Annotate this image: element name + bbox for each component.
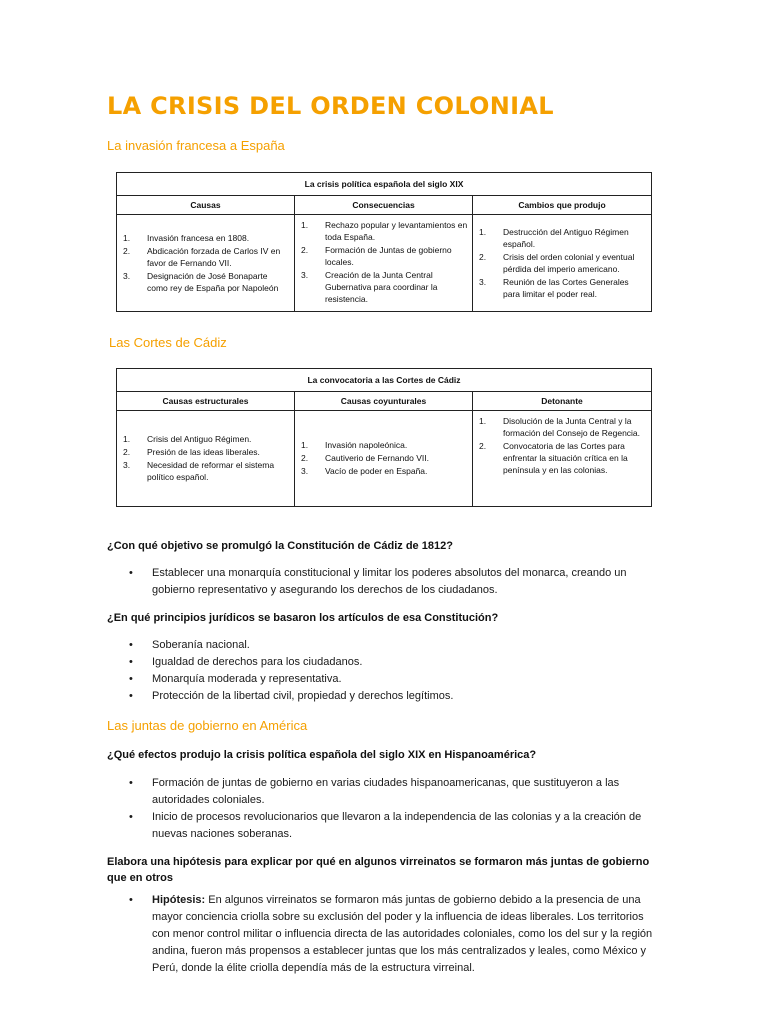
list-item: • Inicio de procesos revolucionarios que llevaron a la independencia de las colonias y a la creación de nuevas naciones soberanas.	[129, 809, 664, 843]
list-item: • Establecer una monarquía constitucional y limitar los poderes absolutos del monarca, creando un gobierno representativo y asegurando los derechos de los ciudadanos.	[129, 565, 664, 599]
list-item: 2. Convocatoria de las Cortes para enfrentar la situación crítica en la península y en las colonias.	[479, 441, 628, 475]
hypothesis-text: En algunos virreinatos se formaron más juntas de gobierno debido a la presencia de una mayor conciencia criolla sobre su exclusión del poder y la influencia de ideas liberales. Los territorios con menor control militar o influencia directa de las autoridades coloniales, como los del sur y la región andina, fueron más propensos a establecer juntas que los más centralizados y leales, como México y Perú, donde la élite criolla dependía más de la estructura virreinal.	[152, 894, 653, 974]
list-item	[129, 892, 664, 977]
list-item: 1. Destrucción del Antiguo Régimen español.	[479, 226, 629, 249]
table-header: Consecuencias	[295, 196, 473, 215]
list-item: • Protección de la libertad civil, propiedad y derechos legítimos.	[129, 688, 664, 705]
answer-list-4	[129, 892, 664, 977]
list-item: 2. Presión de las ideas liberales.	[123, 447, 260, 457]
table-header: Causas coyunturales	[295, 392, 473, 411]
list-item: 1. Invasión francesa en 1808.	[123, 232, 250, 243]
question-1: ¿Con qué objetivo se promulgó la Constitución de Cádiz de 1812?	[107, 540, 453, 552]
table-cell-detonante	[473, 411, 652, 507]
list-item: 3. Designación de José Bonaparte como rey de España por Napoleón	[123, 270, 279, 293]
list-item: 1. Rechazo popular y levantamientos en toda España.	[301, 220, 468, 242]
answer-list-1	[129, 565, 664, 599]
section-heading-cortes: Las Cortes de Cádiz	[109, 335, 227, 350]
list-item: 2. Crisis del orden colonial y eventual pérdida del imperio americano.	[479, 251, 635, 274]
table-cell-estructurales	[117, 411, 295, 507]
table-cell-consecuencias	[295, 215, 473, 312]
list-item: 1. Disolución de la Junta Central y la formación del Consejo de Regencia.	[479, 416, 641, 438]
table-caption: La convocatoria a las Cortes de Cádiz	[117, 369, 652, 392]
question-3: ¿Qué efectos produjo la crisis política española del siglo XIX en Hispanoamérica?	[107, 749, 537, 761]
list-item: • Soberanía nacional.	[129, 637, 664, 654]
list-item: 3. Necesidad de reformar el sistema político español.	[123, 460, 275, 482]
list-item: 3. Vacío de poder en España.	[301, 466, 428, 476]
section-heading-invasion: La invasión francesa a España	[107, 138, 285, 153]
list-item: 3. Creación de la Junta Central Gubernativa para coordinar la resistencia.	[301, 270, 438, 304]
list-item: 1. Invasión napoleónica.	[301, 440, 408, 450]
table-header: Detonante	[473, 392, 652, 411]
table-header: Causas	[117, 196, 295, 215]
answer-list-2	[129, 637, 664, 705]
table-caption: La crisis política española del siglo XIX	[117, 173, 652, 196]
list-item: 2. Cautiverio de Fernando VII.	[301, 453, 429, 463]
table-convocatoria-cortes	[116, 368, 652, 507]
page-title: LA CRISIS DEL ORDEN COLONIAL	[107, 92, 554, 120]
hypothesis-label: Hipótesis:	[152, 894, 206, 906]
list-item: 2. Formación de Juntas de gobierno locales.	[301, 245, 452, 267]
list-item: 2. Abdicación forzada de Carlos IV en favor de Fernando VII.	[123, 245, 281, 268]
table-header: Causas estructurales	[117, 392, 295, 411]
question-4: Elabora una hipótesis para explicar por qué en algunos virreinatos se formaron más juntas de gobierno que en otros	[107, 856, 650, 884]
question-2: ¿En qué principios jurídicos se basaron los artículos de esa Constitución?	[107, 612, 499, 624]
list-item: 1. Crisis del Antiguo Régimen.	[123, 434, 252, 444]
list-item: 3. Reunión de las Cortes Generales para limitar el poder real.	[479, 276, 629, 299]
table-crisis-politica	[116, 172, 652, 312]
list-item: • Monarquía moderada y representativa.	[129, 671, 664, 688]
section-heading-juntas: Las juntas de gobierno en América	[107, 718, 308, 733]
table-cell-cambios	[473, 215, 652, 312]
table-cell-causas	[117, 215, 295, 312]
list-item: • Igualdad de derechos para los ciudadanos.	[129, 654, 664, 671]
table-cell-coyunturales	[295, 411, 473, 507]
table-header: Cambios que produjo	[473, 196, 652, 215]
list-item: • Formación de juntas de gobierno en varias ciudades hispanoamericanas, que sustituyeron a las autoridades coloniales.	[129, 775, 664, 809]
answer-list-3	[129, 775, 664, 843]
